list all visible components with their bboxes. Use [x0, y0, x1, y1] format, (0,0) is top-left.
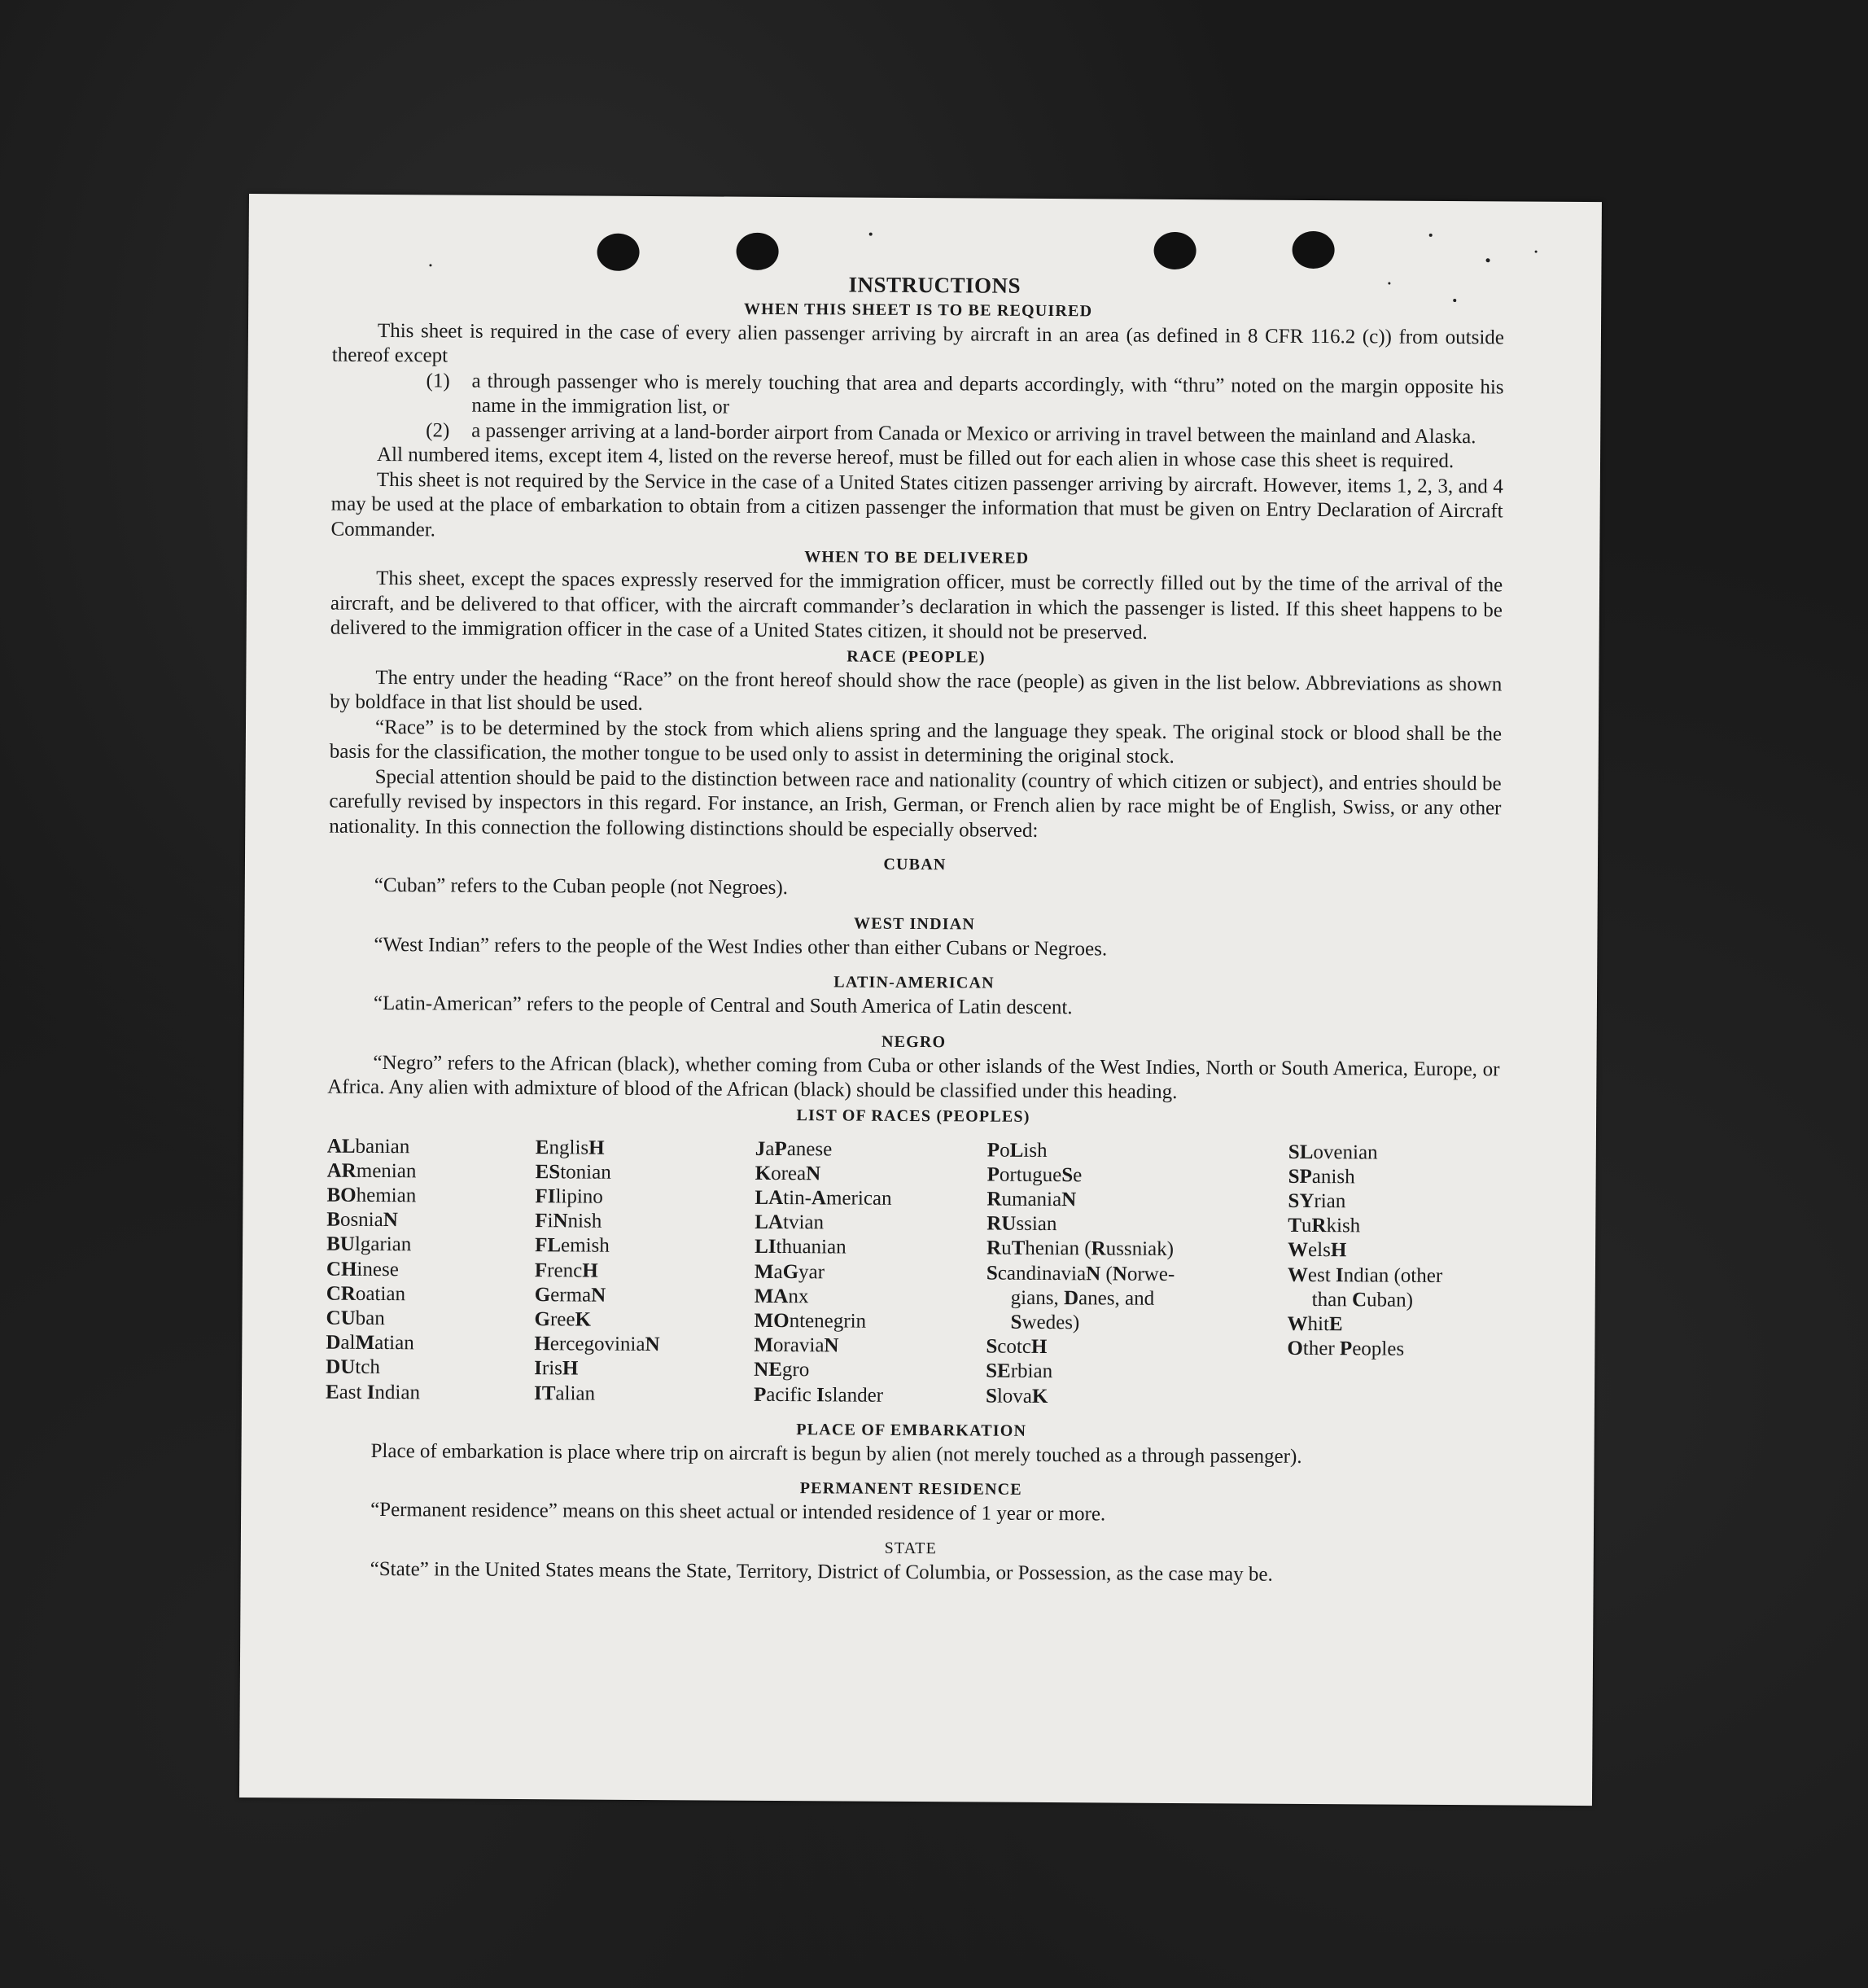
page-title: INSTRUCTIONS	[848, 272, 1021, 298]
race-entry: MoraviaN	[754, 1333, 839, 1357]
race-entry: West Indian (other	[1287, 1263, 1443, 1287]
race-entry: RuThenian (Russniak)	[986, 1237, 1175, 1261]
paragraph: This sheet, except the spaces expressly reserved for the immigration officer, must be correctly filled out by the time of the arrival of the aircraft, and be delivered to that officer, with the aircraft commander’s declaration in which the passenger is listed. If this sheet happens to be delivered to the immigration officer in the case of a United States citizen, it should not be preserved.	[330, 567, 1503, 644]
race-entry: DUtch	[326, 1355, 380, 1379]
paragraph: “Cuban” refers to the Cuban people (not Negroes).	[374, 874, 789, 900]
speck	[869, 233, 873, 236]
race-entry: EnglisH	[535, 1136, 605, 1159]
race-entry: SPanish	[1288, 1165, 1355, 1189]
paragraph: All numbered items, except item 4, listed on the reverse hereof, must be filled out for each alien in whose case this sheet is required.	[376, 443, 1455, 473]
paragraph: “West Indian” refers to the people of the West Indies other than either Cubans or Negroes.	[374, 933, 1108, 960]
speck	[1429, 234, 1433, 237]
heading-state: STATE	[884, 1539, 938, 1557]
races-column	[754, 1136, 987, 1408]
race-entry: RumaniaN	[986, 1188, 1077, 1211]
race-entry: than Cuban)	[1311, 1288, 1414, 1311]
race-entry: FIlipino	[535, 1185, 603, 1208]
race-entry: GermaN	[534, 1283, 606, 1307]
heading-race: RACE (PEOPLE)	[847, 646, 986, 667]
instructions-content	[325, 269, 1505, 1589]
race-entry: CUban	[326, 1307, 385, 1329]
speck	[429, 264, 431, 266]
heading-when-required: WHEN THIS SHEET IS TO BE REQUIRED	[743, 300, 1093, 320]
heading-permanent-residence: PERMANENT RESIDENCE	[799, 1479, 1022, 1500]
race-entry: BUlgarian	[326, 1233, 412, 1256]
race-entry: ScandinaviaN (Norwe-	[986, 1262, 1175, 1285]
race-entry: East Indian	[325, 1381, 421, 1403]
paragraph: “Negro” refers to the African (black), whether coming from Cuba or other islands of the West Indies, North or South America, Europe, or Africa. Any alien with admixture of blood of the African (black) should be classified under this heading.	[327, 1051, 1500, 1103]
race-entry: IrisH	[534, 1357, 579, 1380]
race-entry: LAtin-American	[755, 1186, 892, 1210]
document-sheet	[239, 194, 1602, 1806]
race-entry: FLemish	[535, 1234, 610, 1258]
list-item	[331, 368, 1503, 425]
punch-hole	[1153, 232, 1196, 269]
heading-west-indian: WEST INDIAN	[853, 914, 976, 933]
race-entry: FrencH	[534, 1259, 598, 1282]
paragraph: “Race” is to be determined by the stock from which aliens spring and the language they speak. The original stock or blood shall be the basis for the classification, the mother tongue to be used only to assist in determining the original stock.	[329, 716, 1503, 768]
race-entry: BOhemian	[326, 1184, 417, 1207]
paragraph: “Latin-American” refers to the people of Central and South America of Latin descent.	[373, 992, 1073, 1019]
race-entry: Pacific Islander	[753, 1383, 884, 1407]
race-entry: Other Peoples	[1287, 1337, 1405, 1360]
item-text: a through passenger who is merely touching that area and departs accordingly, with “thru” noted on the margin opposite his name in the immigration list, or	[471, 370, 1504, 418]
race-entry: ScotcH	[986, 1335, 1048, 1359]
race-entry: RUssian	[986, 1212, 1057, 1236]
race-entry: LIthuanian	[755, 1236, 847, 1259]
race-entry: MAnx	[754, 1285, 809, 1307]
race-entry: SLovenian	[1288, 1141, 1378, 1163]
race-entry: CRoatian	[326, 1282, 406, 1305]
race-entry: SErbian	[986, 1360, 1053, 1383]
races-column	[534, 1136, 755, 1408]
item-number: (1)	[426, 369, 450, 392]
item-number: (2)	[426, 418, 450, 442]
race-entry: JaPanese	[755, 1137, 833, 1160]
races-column	[326, 1134, 536, 1406]
race-entry: NEgro	[754, 1359, 810, 1382]
race-entry: BosniaN	[326, 1208, 398, 1232]
heading-list-of-races: LIST OF RACES (PEOPLES)	[796, 1106, 1030, 1126]
heading-latin-american: LATIN-AMERICAN	[833, 973, 995, 992]
race-entry: EStonian	[535, 1160, 611, 1184]
speck	[1535, 251, 1538, 253]
race-entry: Swedes)	[1010, 1311, 1080, 1334]
race-entry: TuRkish	[1288, 1214, 1361, 1237]
races-column	[1287, 1140, 1499, 1412]
race-entry: ALbanian	[326, 1135, 410, 1158]
race-entry: WhitE	[1287, 1312, 1343, 1336]
paragraph: The entry under the heading “Race” on the front hereof should show the race (people) as given in the list below. Abbreviations as shown by boldface in that list should be used.	[330, 666, 1503, 715]
race-entry: PortugueSe	[986, 1163, 1083, 1186]
punch-hole	[736, 233, 778, 270]
paragraph: This sheet is not required by the Service in the case of a United States citizen passenger arriving by aircraft. However, items 1, 2, 3, and 4 may be used at the place of embarkation to obtain from a citizen passenger the information that must be given on Entry Declaration of Aircraft Commander.	[330, 468, 1503, 541]
race-entry: SYrian	[1288, 1189, 1346, 1213]
race-entry: SlovaK	[985, 1385, 1048, 1408]
race-entry: WelsH	[1288, 1239, 1347, 1262]
heading-cuban: CUBAN	[883, 855, 947, 874]
race-entry: PoLish	[986, 1139, 1048, 1162]
race-entry: FiNnish	[535, 1210, 602, 1233]
race-entry: GreeK	[534, 1308, 592, 1331]
paragraph: “Permanent residence” means on this sheet actual or intended residence of 1 year or more.	[370, 1499, 1106, 1526]
punch-hole	[1292, 231, 1334, 269]
race-entry: MOntenegrin	[754, 1309, 867, 1333]
race-entry: LAtvian	[755, 1211, 825, 1234]
heading-place-of-embarkation: PLACE OF EMBARKATION	[796, 1420, 1027, 1440]
race-entry: HercegoviniaN	[534, 1333, 660, 1356]
paragraph: Special attention should be paid to the distinction between race and nationality (country of which citizen or subject), and entries should be carefully revised by inspectors in this regard. For instance, an Irish, German, or French alien by race might be of English, Swiss, or any other nationality. In this connection the following distinctions should be especially observed:	[329, 765, 1502, 842]
race-entry: KoreaN	[755, 1162, 821, 1185]
punch-hole	[597, 234, 639, 271]
speck	[1486, 258, 1490, 262]
heading-negro: NEGRO	[881, 1032, 947, 1051]
item-text: a passenger arriving at a land-border airport from Canada or Mexico or arriving in travel between the mainland and Alaska.	[471, 419, 1476, 448]
paragraph: Place of embarkation is place where trip on aircraft is begun by alien (not merely touched as a through passenger).	[370, 1439, 1302, 1468]
race-entry: gians, Danes, and	[1010, 1286, 1155, 1310]
paragraph: This sheet is required in the case of every alien passenger arriving by aircraft in an area (as defined in 8 CFR 116.2 (c)) from outside thereof except	[331, 319, 1505, 367]
heading-when-delivered: WHEN TO BE DELIVERED	[804, 548, 1030, 567]
race-entry: ARmenian	[326, 1159, 417, 1182]
paragraph: “State” in the United States means the State, Territory, District of Columbia, or Possession, as the case may be.	[370, 1557, 1273, 1586]
race-entry: MaGyar	[754, 1260, 825, 1283]
races-column	[986, 1138, 1288, 1410]
races-list	[326, 1134, 1499, 1412]
race-entry: CHinese	[326, 1258, 399, 1281]
race-entry: ITalian	[533, 1382, 596, 1405]
race-entry: DalMatian	[326, 1331, 414, 1355]
